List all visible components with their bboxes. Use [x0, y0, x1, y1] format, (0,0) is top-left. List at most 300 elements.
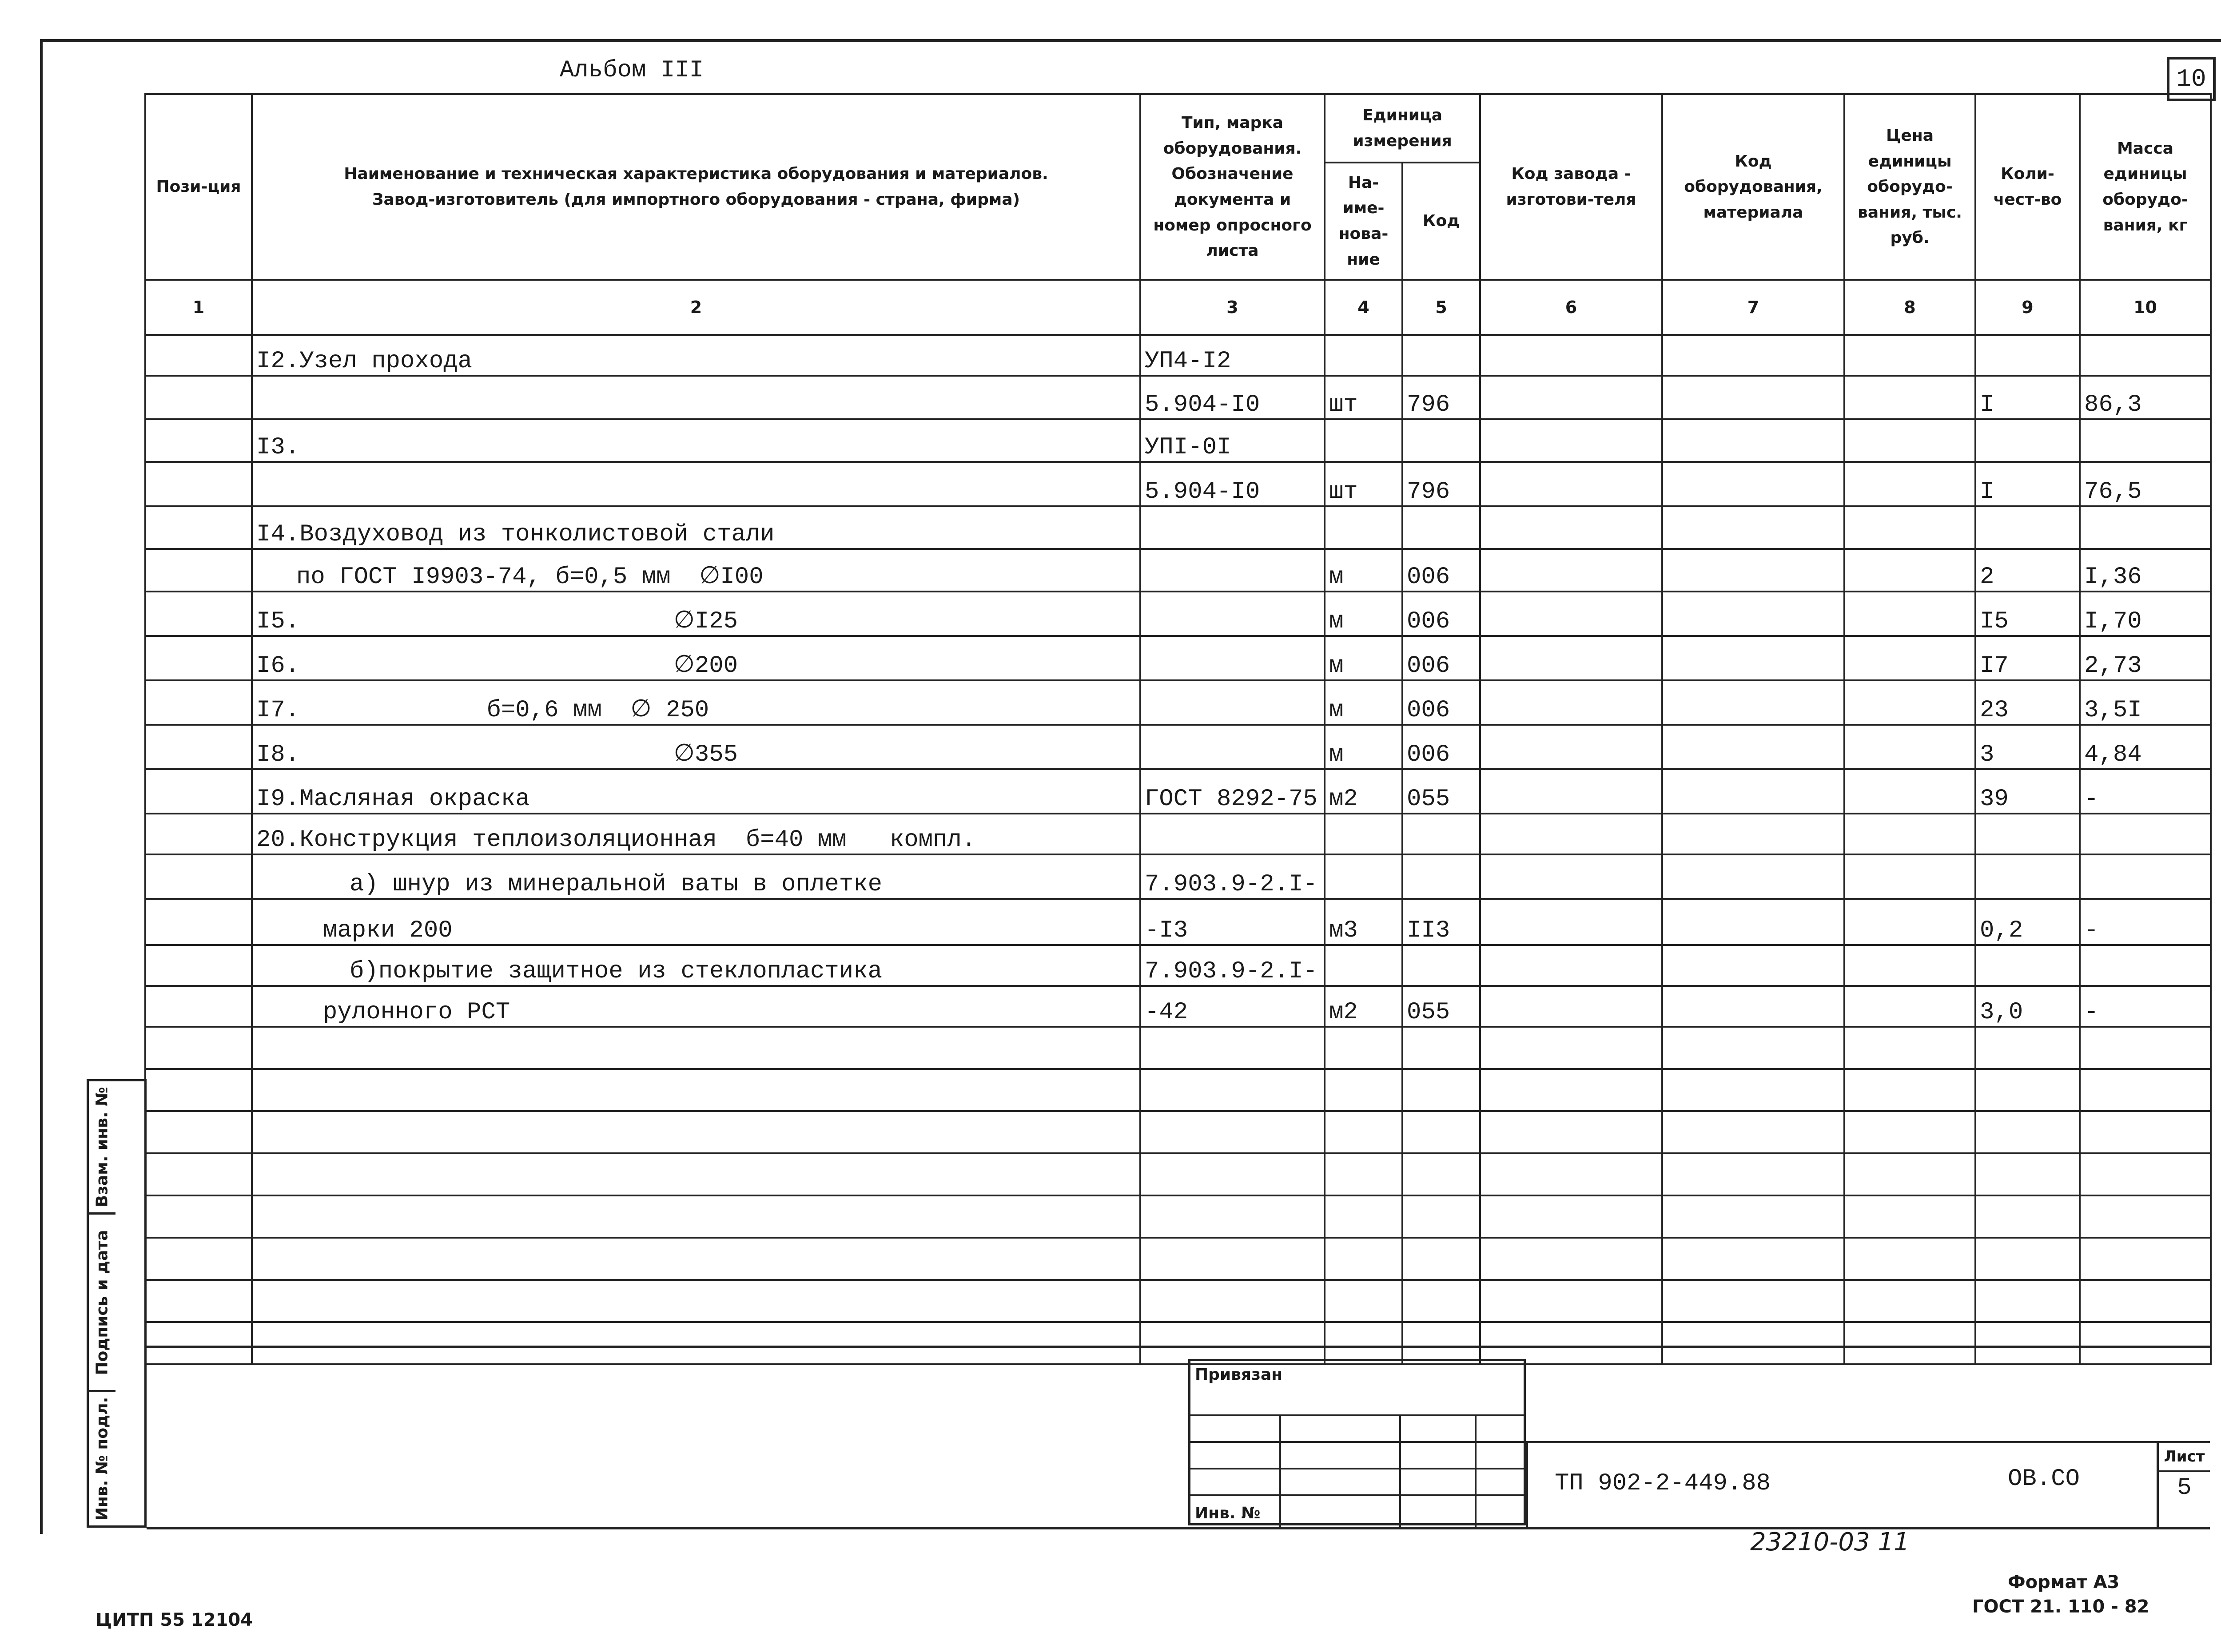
cell-c6 — [1480, 854, 1662, 899]
cell-c2 — [252, 769, 1140, 814]
cell-c5 — [1402, 419, 1480, 462]
cell-c2 — [252, 335, 1140, 376]
citp-label: ЦИТП 55 12104 — [96, 1610, 253, 1630]
cell-text: I,70 — [2084, 608, 2142, 635]
cell-c7 — [1662, 854, 1844, 899]
cell-c8 — [1844, 335, 1975, 376]
cell-c6 — [1480, 945, 1662, 986]
cell-c5 — [1402, 769, 1480, 814]
sheet-label: Лист — [2159, 1443, 2210, 1472]
cell-c8 — [1844, 462, 1975, 506]
header-row-1 — [145, 94, 2211, 163]
cell-c5 — [1402, 725, 1480, 769]
cell-c1 — [145, 1280, 252, 1322]
cell-c3 — [1140, 680, 1325, 725]
cell-c10 — [2080, 1111, 2211, 1153]
title-stamp — [1526, 1441, 2210, 1528]
cell-c8 — [1844, 945, 1975, 986]
cell-text: марки 200 — [323, 917, 453, 944]
table-row — [145, 506, 2211, 549]
cell-c10 — [2080, 854, 2211, 899]
cell-text: УПI-0I — [1145, 434, 1231, 461]
cell-c5 — [1402, 1238, 1480, 1280]
col-number: 8 — [1844, 280, 1975, 335]
cell-c3 — [1140, 419, 1325, 462]
cell-c1 — [145, 899, 252, 945]
cell-c9 — [1975, 769, 2080, 814]
table-row — [145, 945, 2211, 986]
cell-c4 — [1325, 1153, 1402, 1195]
table-row — [145, 725, 2211, 769]
cell-c5 — [1402, 462, 1480, 506]
col-name-header-line2: Завод-изготовитель (для импортного оборудования - страна, фирма) — [372, 191, 1020, 209]
side-vzam-cell — [89, 1081, 115, 1215]
cell-c1 — [145, 462, 252, 506]
cell-c4 — [1325, 986, 1402, 1027]
cell-text: 23 — [1980, 697, 2009, 724]
cell-c10 — [2080, 1322, 2211, 1364]
cell-c7 — [1662, 1111, 1844, 1153]
side-podpis-label: Подпись и дата — [93, 1230, 111, 1375]
cell-c3 — [1140, 1111, 1325, 1153]
sheet-box — [2157, 1443, 2210, 1528]
cell-c6 — [1480, 769, 1662, 814]
cell-c2 — [252, 1153, 1140, 1195]
cell-c1 — [145, 1027, 252, 1069]
cell-c4 — [1325, 854, 1402, 899]
cell-text: 055 — [1407, 786, 1450, 813]
cell-text: I7. б=0,6 мм ∅ 250 — [256, 697, 709, 724]
cell-c5 — [1402, 814, 1480, 854]
handwritten-number: 23210-03 11 — [1750, 1528, 1910, 1557]
cell-text: I5 — [1980, 608, 2009, 635]
cell-c7 — [1662, 462, 1844, 506]
cell-text: 0,2 — [1980, 917, 2023, 944]
cell-c1 — [145, 814, 252, 854]
cell-c8 — [1844, 680, 1975, 725]
cell-c7 — [1662, 1153, 1844, 1195]
cell-c8 — [1844, 1195, 1975, 1238]
cell-c6 — [1480, 680, 1662, 725]
cell-c1 — [145, 592, 252, 636]
cell-text: рулонного РСТ — [323, 999, 510, 1026]
cell-text: м — [1329, 608, 1344, 635]
cell-c4 — [1325, 945, 1402, 986]
cell-c6 — [1480, 1153, 1662, 1195]
cell-text: 4,84 — [2084, 741, 2142, 768]
cell-c2 — [252, 419, 1140, 462]
side-inv-cell — [89, 1392, 115, 1525]
cell-c7 — [1662, 1195, 1844, 1238]
cell-c8 — [1844, 1111, 1975, 1153]
cell-text: м2 — [1329, 786, 1358, 813]
cell-c6 — [1480, 1195, 1662, 1238]
cell-c8 — [1844, 854, 1975, 899]
privyazan-line — [1190, 1414, 1524, 1416]
cell-c2 — [252, 376, 1140, 419]
privyazan-line — [1190, 1441, 1524, 1443]
cell-c3 — [1140, 854, 1325, 899]
col-number: 6 — [1480, 280, 1662, 335]
cell-c5 — [1402, 854, 1480, 899]
cell-text: 006 — [1407, 608, 1450, 635]
cell-c4 — [1325, 636, 1402, 680]
cell-text: 006 — [1407, 652, 1450, 679]
cell-c3 — [1140, 462, 1325, 506]
cell-c6 — [1480, 986, 1662, 1027]
cell-c5 — [1402, 1153, 1480, 1195]
cell-c2 — [252, 986, 1140, 1027]
cell-c8 — [1844, 1238, 1975, 1280]
col-position-header: Пози-ция — [145, 94, 252, 280]
cell-text: м — [1329, 564, 1344, 591]
table-row — [145, 854, 2211, 899]
table-row — [145, 462, 2211, 506]
cell-c7 — [1662, 1027, 1844, 1069]
cell-c7 — [1662, 592, 1844, 636]
cell-c5 — [1402, 986, 1480, 1027]
cell-c9 — [1975, 506, 2080, 549]
cell-c9 — [1975, 462, 2080, 506]
cell-c8 — [1844, 814, 1975, 854]
cell-c1 — [145, 1238, 252, 1280]
cell-c6 — [1480, 1280, 1662, 1322]
table-row — [145, 335, 2211, 376]
cell-c10 — [2080, 769, 2211, 814]
cell-text: - — [2084, 786, 2099, 813]
privyazan-block — [1188, 1359, 1526, 1525]
table-row — [145, 1195, 2211, 1238]
table-bottom-line — [147, 1346, 2210, 1348]
cell-text: 20.Конструкция теплоизоляционная б=40 мм компл. — [256, 826, 976, 854]
cell-c10 — [2080, 986, 2211, 1027]
side-inv-label: Инв. № подл. — [93, 1397, 111, 1521]
cell-c6 — [1480, 549, 1662, 592]
cell-c8 — [1844, 1069, 1975, 1111]
document-code: ТП 902-2-449.88 — [1555, 1470, 1771, 1497]
cell-c8 — [1844, 506, 1975, 549]
cell-c3 — [1140, 549, 1325, 592]
table-row — [145, 592, 2211, 636]
cell-c3 — [1140, 899, 1325, 945]
cell-c10 — [2080, 549, 2211, 592]
cell-c2 — [252, 1111, 1140, 1153]
cell-c5 — [1402, 592, 1480, 636]
cell-text: - — [2084, 999, 2099, 1026]
cell-c5 — [1402, 1322, 1480, 1364]
cell-c2 — [252, 462, 1140, 506]
cell-c6 — [1480, 899, 1662, 945]
table-row — [145, 419, 2211, 462]
cell-c4 — [1325, 769, 1402, 814]
cell-c2 — [252, 1280, 1140, 1322]
cell-c6 — [1480, 506, 1662, 549]
cell-c9 — [1975, 592, 2080, 636]
cell-text: I,36 — [2084, 564, 2142, 591]
cell-c5 — [1402, 1111, 1480, 1153]
col-unit-name-header: На-име-нова-ние — [1325, 163, 1402, 280]
cell-c2 — [252, 1069, 1140, 1111]
cell-c2 — [252, 1238, 1140, 1280]
table-body — [145, 335, 2211, 1364]
col-number: 5 — [1402, 280, 1480, 335]
cell-text: 2,73 — [2084, 652, 2142, 679]
cell-c4 — [1325, 1111, 1402, 1153]
cell-c2 — [252, 814, 1140, 854]
cell-c1 — [145, 335, 252, 376]
cell-c8 — [1844, 1322, 1975, 1364]
cell-c5 — [1402, 549, 1480, 592]
cell-text: 2 — [1980, 564, 1994, 591]
cell-c2 — [252, 1322, 1140, 1364]
cell-text: - — [2084, 917, 2099, 944]
cell-c10 — [2080, 1195, 2211, 1238]
cell-c1 — [145, 1069, 252, 1111]
table-row — [145, 636, 2211, 680]
cell-c4 — [1325, 1280, 1402, 1322]
cell-text: 7.903.9-2.I- — [1145, 871, 1317, 898]
cell-c9 — [1975, 680, 2080, 725]
cell-text: м3 — [1329, 917, 1358, 944]
side-podpis-cell — [89, 1215, 115, 1392]
col-number: 7 — [1662, 280, 1844, 335]
cell-c4 — [1325, 506, 1402, 549]
cell-text: 006 — [1407, 697, 1450, 724]
cell-c2 — [252, 1195, 1140, 1238]
cell-c4 — [1325, 680, 1402, 725]
cell-c3 — [1140, 1153, 1325, 1195]
cell-c6 — [1480, 1027, 1662, 1069]
cell-c3 — [1140, 814, 1325, 854]
cell-text: 796 — [1407, 391, 1450, 418]
cell-c6 — [1480, 725, 1662, 769]
cell-c10 — [2080, 899, 2211, 945]
cell-c7 — [1662, 335, 1844, 376]
cell-c9 — [1975, 1111, 2080, 1153]
privyazan-label: Привязан — [1195, 1366, 1283, 1384]
cell-text: м — [1329, 741, 1344, 768]
cell-c4 — [1325, 335, 1402, 376]
cell-c1 — [145, 376, 252, 419]
cell-c7 — [1662, 636, 1844, 680]
privyazan-divider — [1399, 1414, 1401, 1528]
cell-c7 — [1662, 376, 1844, 419]
cell-c4 — [1325, 1195, 1402, 1238]
col-number: 9 — [1975, 280, 2080, 335]
cell-c2 — [252, 1027, 1140, 1069]
cell-c10 — [2080, 814, 2211, 854]
side-vzam-label: Взам. инв. № — [93, 1087, 111, 1207]
cell-c4 — [1325, 899, 1402, 945]
cell-text: б)покрытие защитное из стеклопластика — [350, 958, 882, 985]
cell-c9 — [1975, 335, 2080, 376]
specification-table — [144, 93, 2212, 1365]
cell-c4 — [1325, 814, 1402, 854]
cell-c9 — [1975, 1322, 2080, 1364]
cell-c5 — [1402, 1027, 1480, 1069]
cell-c10 — [2080, 592, 2211, 636]
gost-label: ГОСТ 21. 110 - 82 — [1972, 1596, 2149, 1617]
cell-c3 — [1140, 725, 1325, 769]
cell-text: м2 — [1329, 999, 1358, 1026]
cell-c3 — [1140, 376, 1325, 419]
cell-c3 — [1140, 986, 1325, 1027]
cell-text: 3,0 — [1980, 999, 2023, 1026]
cell-c1 — [145, 506, 252, 549]
table-row — [145, 1322, 2211, 1364]
cell-c5 — [1402, 680, 1480, 725]
table-row — [145, 769, 2211, 814]
cell-c5 — [1402, 945, 1480, 986]
cell-c8 — [1844, 1153, 1975, 1195]
cell-c1 — [145, 769, 252, 814]
cell-c1 — [145, 1111, 252, 1153]
cell-c10 — [2080, 680, 2211, 725]
table-row — [145, 1111, 2211, 1153]
cell-c7 — [1662, 419, 1844, 462]
cell-c8 — [1844, 1280, 1975, 1322]
cell-c4 — [1325, 592, 1402, 636]
cell-c6 — [1480, 1111, 1662, 1153]
cell-c10 — [2080, 419, 2211, 462]
cell-c9 — [1975, 725, 2080, 769]
col-unit-code-header: Код — [1402, 163, 1480, 280]
cell-c6 — [1480, 376, 1662, 419]
table-row — [145, 1069, 2211, 1111]
col-equipment-code-header: Код оборудования, материала — [1662, 94, 1844, 280]
cell-text: 796 — [1407, 478, 1450, 505]
cell-c1 — [145, 725, 252, 769]
col-factory-code-header: Код завода - изготови-теля — [1480, 94, 1662, 280]
cell-c3 — [1140, 1280, 1325, 1322]
cell-c7 — [1662, 549, 1844, 592]
cell-text: 39 — [1980, 786, 2009, 813]
cell-c7 — [1662, 1069, 1844, 1111]
cell-c2 — [252, 680, 1140, 725]
table-row — [145, 376, 2211, 419]
cell-c7 — [1662, 1238, 1844, 1280]
cell-text: шт — [1329, 391, 1358, 418]
cell-c5 — [1402, 1195, 1480, 1238]
cell-c8 — [1844, 376, 1975, 419]
document-mark: ОВ.СО — [2008, 1465, 2080, 1493]
cell-c7 — [1662, 725, 1844, 769]
table-row — [145, 680, 2211, 725]
cell-c6 — [1480, 636, 1662, 680]
cell-c6 — [1480, 419, 1662, 462]
cell-text: 7.903.9-2.I- — [1145, 958, 1317, 985]
cell-c6 — [1480, 814, 1662, 854]
cell-c3 — [1140, 945, 1325, 986]
cell-c2 — [252, 506, 1140, 549]
cell-c5 — [1402, 376, 1480, 419]
cell-c2 — [252, 899, 1140, 945]
cell-c6 — [1480, 1069, 1662, 1111]
cell-c1 — [145, 1322, 252, 1364]
cell-text: м — [1329, 697, 1344, 724]
cell-c4 — [1325, 1238, 1402, 1280]
cell-text: шт — [1329, 478, 1358, 505]
cell-text: I9.Масляная окраска — [256, 786, 530, 813]
cell-c9 — [1975, 1280, 2080, 1322]
cell-c10 — [2080, 1153, 2211, 1195]
cell-c4 — [1325, 462, 1402, 506]
cell-c7 — [1662, 899, 1844, 945]
cell-c4 — [1325, 1027, 1402, 1069]
cell-text: I6. ∅200 — [256, 652, 738, 679]
col-type-header: Тип, марка оборудования. Обозначение документа и номер опросного листа — [1140, 94, 1325, 280]
cell-c9 — [1975, 814, 2080, 854]
cell-c9 — [1975, 1153, 2080, 1195]
cell-c8 — [1844, 592, 1975, 636]
cell-c10 — [2080, 725, 2211, 769]
cell-c1 — [145, 549, 252, 592]
cell-c1 — [145, 854, 252, 899]
cell-text: м — [1329, 652, 1344, 679]
cell-c6 — [1480, 462, 1662, 506]
cell-c4 — [1325, 419, 1402, 462]
cell-text: I8. ∅355 — [256, 741, 738, 768]
cell-c10 — [2080, 1027, 2211, 1069]
cell-c10 — [2080, 462, 2211, 506]
cell-c8 — [1844, 899, 1975, 945]
cell-c9 — [1975, 376, 2080, 419]
cell-text: 006 — [1407, 564, 1450, 591]
inv-number-label: Инв. № — [1195, 1504, 1261, 1522]
cell-c1 — [145, 680, 252, 725]
col-number: 4 — [1325, 280, 1402, 335]
cell-c9 — [1975, 1195, 2080, 1238]
table-row — [145, 1238, 2211, 1280]
cell-c3 — [1140, 1069, 1325, 1111]
table-row — [145, 1153, 2211, 1195]
cell-c10 — [2080, 376, 2211, 419]
cell-c8 — [1844, 1027, 1975, 1069]
cell-c2 — [252, 854, 1140, 899]
cell-c2 — [252, 636, 1140, 680]
cell-c5 — [1402, 1069, 1480, 1111]
cell-text: -42 — [1145, 999, 1188, 1026]
cell-c6 — [1480, 592, 1662, 636]
cell-c3 — [1140, 1027, 1325, 1069]
cell-c5 — [1402, 899, 1480, 945]
cell-text: 76,5 — [2084, 478, 2142, 505]
cell-c5 — [1402, 335, 1480, 376]
cell-c2 — [252, 592, 1140, 636]
cell-c6 — [1480, 1322, 1662, 1364]
cell-c10 — [2080, 335, 2211, 376]
cell-c3 — [1140, 769, 1325, 814]
cell-c7 — [1662, 1322, 1844, 1364]
page-number: 10 — [2167, 57, 2216, 101]
cell-text: 86,3 — [2084, 391, 2142, 418]
col-unit-header: Единица измерения — [1325, 94, 1480, 163]
cell-text: I — [1980, 478, 1994, 505]
cell-c10 — [2080, 945, 2211, 986]
cell-text: 3 — [1980, 741, 1994, 768]
cell-c8 — [1844, 986, 1975, 1027]
col-name-header — [252, 94, 1140, 280]
cell-text: I7 — [1980, 652, 2009, 679]
cell-c7 — [1662, 680, 1844, 725]
cell-c9 — [1975, 1238, 2080, 1280]
col-number: 3 — [1140, 280, 1325, 335]
side-stamp — [87, 1079, 147, 1528]
table-row — [145, 549, 2211, 592]
table-row — [145, 814, 2211, 854]
cell-text: а) шнур из минеральной ваты в оплетке — [350, 871, 882, 898]
col-mass-header: Масса единицы оборудо-вания, кг — [2080, 94, 2211, 280]
